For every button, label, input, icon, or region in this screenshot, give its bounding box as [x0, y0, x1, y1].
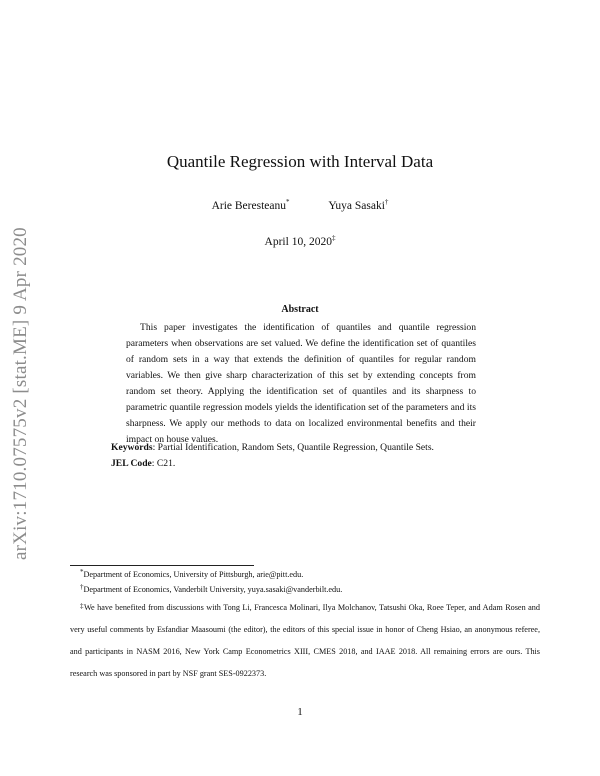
jel-label: JEL Code: [111, 458, 152, 469]
keywords-block: [111, 440, 491, 472]
jel-value: C21.: [156, 458, 176, 469]
arxiv-stamp: arXiv:1710.07575v2 [stat.ME] 9 Apr 2020: [10, 227, 31, 560]
author-1-mark: *: [285, 198, 290, 206]
footnote-2: [80, 582, 530, 597]
footnotes: [70, 567, 540, 685]
author-2: [328, 200, 388, 212]
footnote-1-text: Department of Economics, University of Pittsburgh, arie@pitt.edu.: [83, 570, 304, 579]
author-2-name: Yuya Sasaki: [328, 200, 385, 212]
footnote-2-text: Department of Economics, Vanderbilt University, yuya.sasaki@vanderbilt.edu.: [83, 585, 343, 594]
footnote-divider: [70, 565, 254, 566]
paper-date: [0, 236, 600, 248]
keywords-value: Partial Identification, Random Sets, Quantile Regression, Quantile Sets.: [157, 442, 434, 453]
author-1-name: Arie Beresteanu: [211, 200, 286, 212]
paper-title: Quantile Regression with Interval Data: [166, 152, 434, 171]
author-list: [0, 200, 600, 212]
author-1: [212, 200, 290, 212]
abstract-heading: Abstract: [281, 304, 319, 315]
author-2-mark: †: [384, 198, 389, 206]
footnote-1: [80, 567, 530, 582]
footnote-3-mark: ‡: [80, 602, 84, 610]
abstract-body: This paper investigates the identification of quantiles and quantile regression parameters when observations are set valued. We define the identification set of quantiles of random sets in a way that extends the definition of quantiles for regular random variables. We then give sharp characterization of this set by extending concepts from random set theory. Applying the identification set of quantiles and its sharpness to parametric quantile regression models yields the identification set of the parameters and its sharpness. We apply our methods to data on localized environmental benefits and their impact on house values.: [126, 322, 476, 445]
date-text: April 10, 2020: [264, 236, 332, 248]
date-mark: ‡: [331, 234, 336, 242]
jel-line: JEL Code: C21.: [111, 458, 176, 469]
footnote-2-mark: †: [80, 583, 84, 591]
footnote-3: [70, 597, 540, 685]
keywords-line: Keywords: Partial Identification, Random Sets, Quantile Regression, Quantile Sets.: [111, 442, 434, 453]
footnote-3-text: We have benefited from discussions with Tong Li, Francesca Molinari, Ilya Molchanov, Tatsushi Oka, Roee Teper, and Adam Rosen and very useful comments by Esfandiar Maasoumi (the editor), the editors of this special issue in honor of Cheng Hsiao, an anonymous referee, and participants in NASM 2016, New York Camp Econometrics XIII, CMES 2018, and IAAE 2018. All remaining errors are ours. This research was sponsored in part by NSF grant SES-0922373.: [70, 603, 540, 678]
footnote-1-mark: *: [80, 568, 84, 576]
page-number: 1: [297, 706, 303, 718]
keywords-label: Keywords: [111, 442, 153, 453]
